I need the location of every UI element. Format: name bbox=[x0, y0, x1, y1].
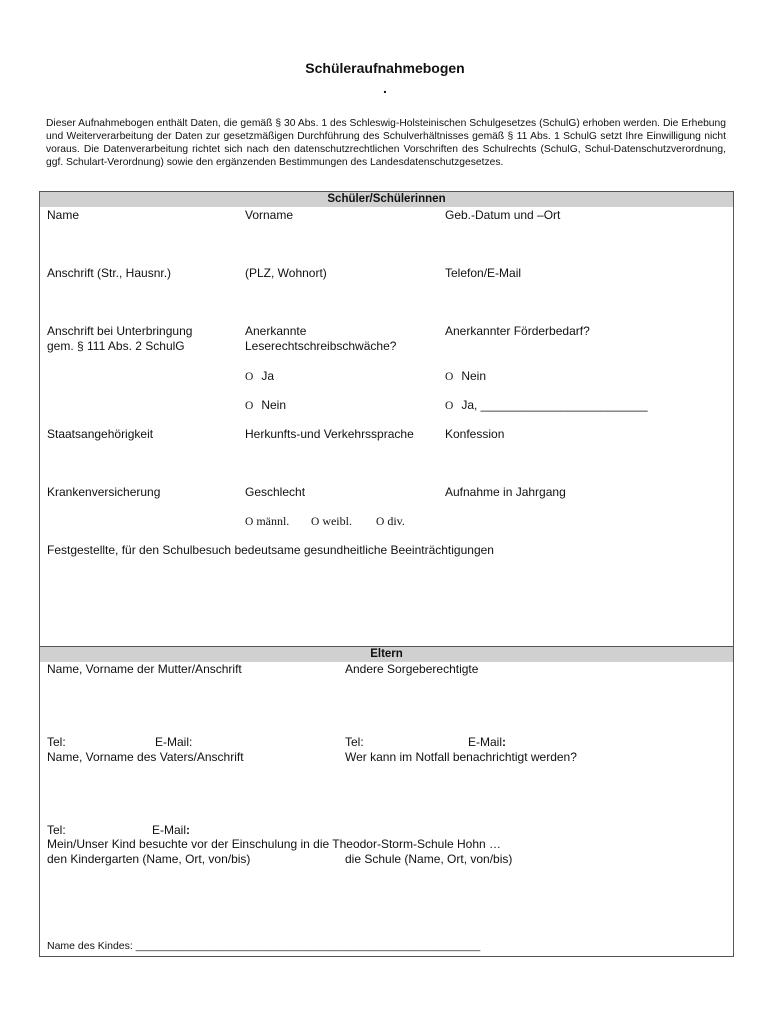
label-email-sorge: E-Mail: bbox=[468, 735, 507, 749]
label-konfession: Konfession bbox=[445, 427, 505, 441]
label-einschulung: Mein/Unser Kind besuchte vor der Einschulung in die Theodor-Storm-Schule Hohn … bbox=[47, 837, 502, 851]
label-name-des-kindes: Name des Kindes: ___________________________________________________________ bbox=[47, 940, 481, 952]
radio-circle-icon: O bbox=[245, 371, 254, 383]
option-divers[interactable]: O div. bbox=[376, 514, 405, 528]
option-foerder-ja[interactable]: O Ja, _________________________ bbox=[445, 398, 648, 412]
label-kindergarten: den Kindergarten (Name, Ort, von/bis) bbox=[47, 852, 251, 866]
label-email-mutter: E-Mail: bbox=[155, 735, 193, 749]
option-lrs-ja[interactable]: O Ja bbox=[245, 369, 274, 383]
label-unterbringung-2: gem. § 111 Abs. 2 SchulG bbox=[47, 339, 185, 353]
section-header-student: Schüler/Schülerinnen bbox=[40, 192, 733, 207]
label-lrs-1: Anerkannte bbox=[245, 324, 307, 338]
label-lrs-2: Leserechtschreibschwäche? bbox=[245, 339, 397, 353]
page-title: Schüleraufnahmebogen bbox=[305, 60, 465, 76]
title-dot: . bbox=[383, 80, 387, 96]
radio-circle-icon: O bbox=[445, 371, 454, 383]
label-foerderbedarf: Anerkannter Förderbedarf? bbox=[445, 324, 590, 338]
radio-circle-icon: O bbox=[376, 516, 385, 528]
option-weiblich[interactable]: O weibl. bbox=[311, 514, 352, 528]
section-header-eltern: Eltern bbox=[40, 646, 733, 662]
label-anschrift: Anschrift (Str., Hausnr.) bbox=[47, 266, 172, 280]
label-gesundheit: Festgestellte, für den Schulbesuch bedeutsame gesundheitliche Beeinträchtigungen bbox=[47, 543, 494, 557]
radio-circle-icon: O bbox=[245, 516, 254, 528]
label-sorgeberechtigte: Andere Sorgeberechtigte bbox=[345, 662, 479, 676]
label-geburtsdatum: Geb.-Datum und –Ort bbox=[445, 208, 561, 222]
option-lrs-nein[interactable]: O Nein bbox=[245, 398, 286, 412]
label-tel-vater: Tel: bbox=[47, 823, 66, 837]
label-plz-wohnort: (PLZ, Wohnort) bbox=[245, 266, 327, 280]
radio-circle-icon: O bbox=[311, 516, 320, 528]
form-box bbox=[39, 191, 734, 957]
label-name: Name bbox=[47, 208, 80, 222]
label-email-vater: E-Mail: bbox=[152, 823, 191, 837]
option-maennlich[interactable]: O männl. bbox=[245, 514, 290, 528]
label-mutter: Name, Vorname der Mutter/Anschrift bbox=[47, 662, 242, 676]
label-schule: die Schule (Name, Ort, von/bis) bbox=[345, 852, 513, 866]
label-tel-mutter: Tel: bbox=[47, 735, 66, 749]
label-tel-sorge: Tel: bbox=[345, 735, 364, 749]
label-geschlecht: Geschlecht bbox=[245, 485, 306, 499]
label-vorname: Vorname bbox=[245, 208, 294, 222]
label-telefon-email: Telefon/E-Mail bbox=[445, 266, 522, 280]
radio-circle-icon: O bbox=[445, 400, 454, 412]
label-krankenversicherung: Krankenversicherung bbox=[47, 485, 161, 499]
option-foerder-nein[interactable]: O Nein bbox=[445, 369, 486, 383]
label-staatsangehoerigkeit: Staatsangehörigkeit bbox=[47, 427, 154, 441]
label-jahrgang: Aufnahme in Jahrgang bbox=[445, 485, 566, 499]
label-unterbringung-1: Anschrift bei Unterbringung bbox=[47, 324, 193, 338]
label-sprache: Herkunfts-und Verkehrssprache bbox=[245, 427, 414, 441]
intro-paragraph: Dieser Aufnahmebogen enthält Daten, die gemäß § 30 Abs. 1 des Schleswig-Holsteinischen Schulgesetzes (SchulG) erhoben werden. Die Erhebung und Weiterverarbeitung der Daten zur gesetzmäßigen Durchführung des Schulverhältnisses gemäß § 11 Abs. 1 SchulG setzt Ihre Einwilligung nicht voraus. Die Datenverarbeitung richtet sich nach den datenschutzrechtlichen Vorschriften des Schulrechts (SchulG, Schul-Datenschutzverordnung, ggf. Schulart-Verordnung) sowie den ergänzenden Bestimmungen des Landesdatenschutzgesetzes. bbox=[46, 118, 726, 168]
radio-circle-icon: O bbox=[245, 400, 254, 412]
label-vater: Name, Vorname des Vaters/Anschrift bbox=[47, 750, 244, 764]
label-notfall: Wer kann im Notfall benachrichtigt werden? bbox=[345, 750, 577, 764]
